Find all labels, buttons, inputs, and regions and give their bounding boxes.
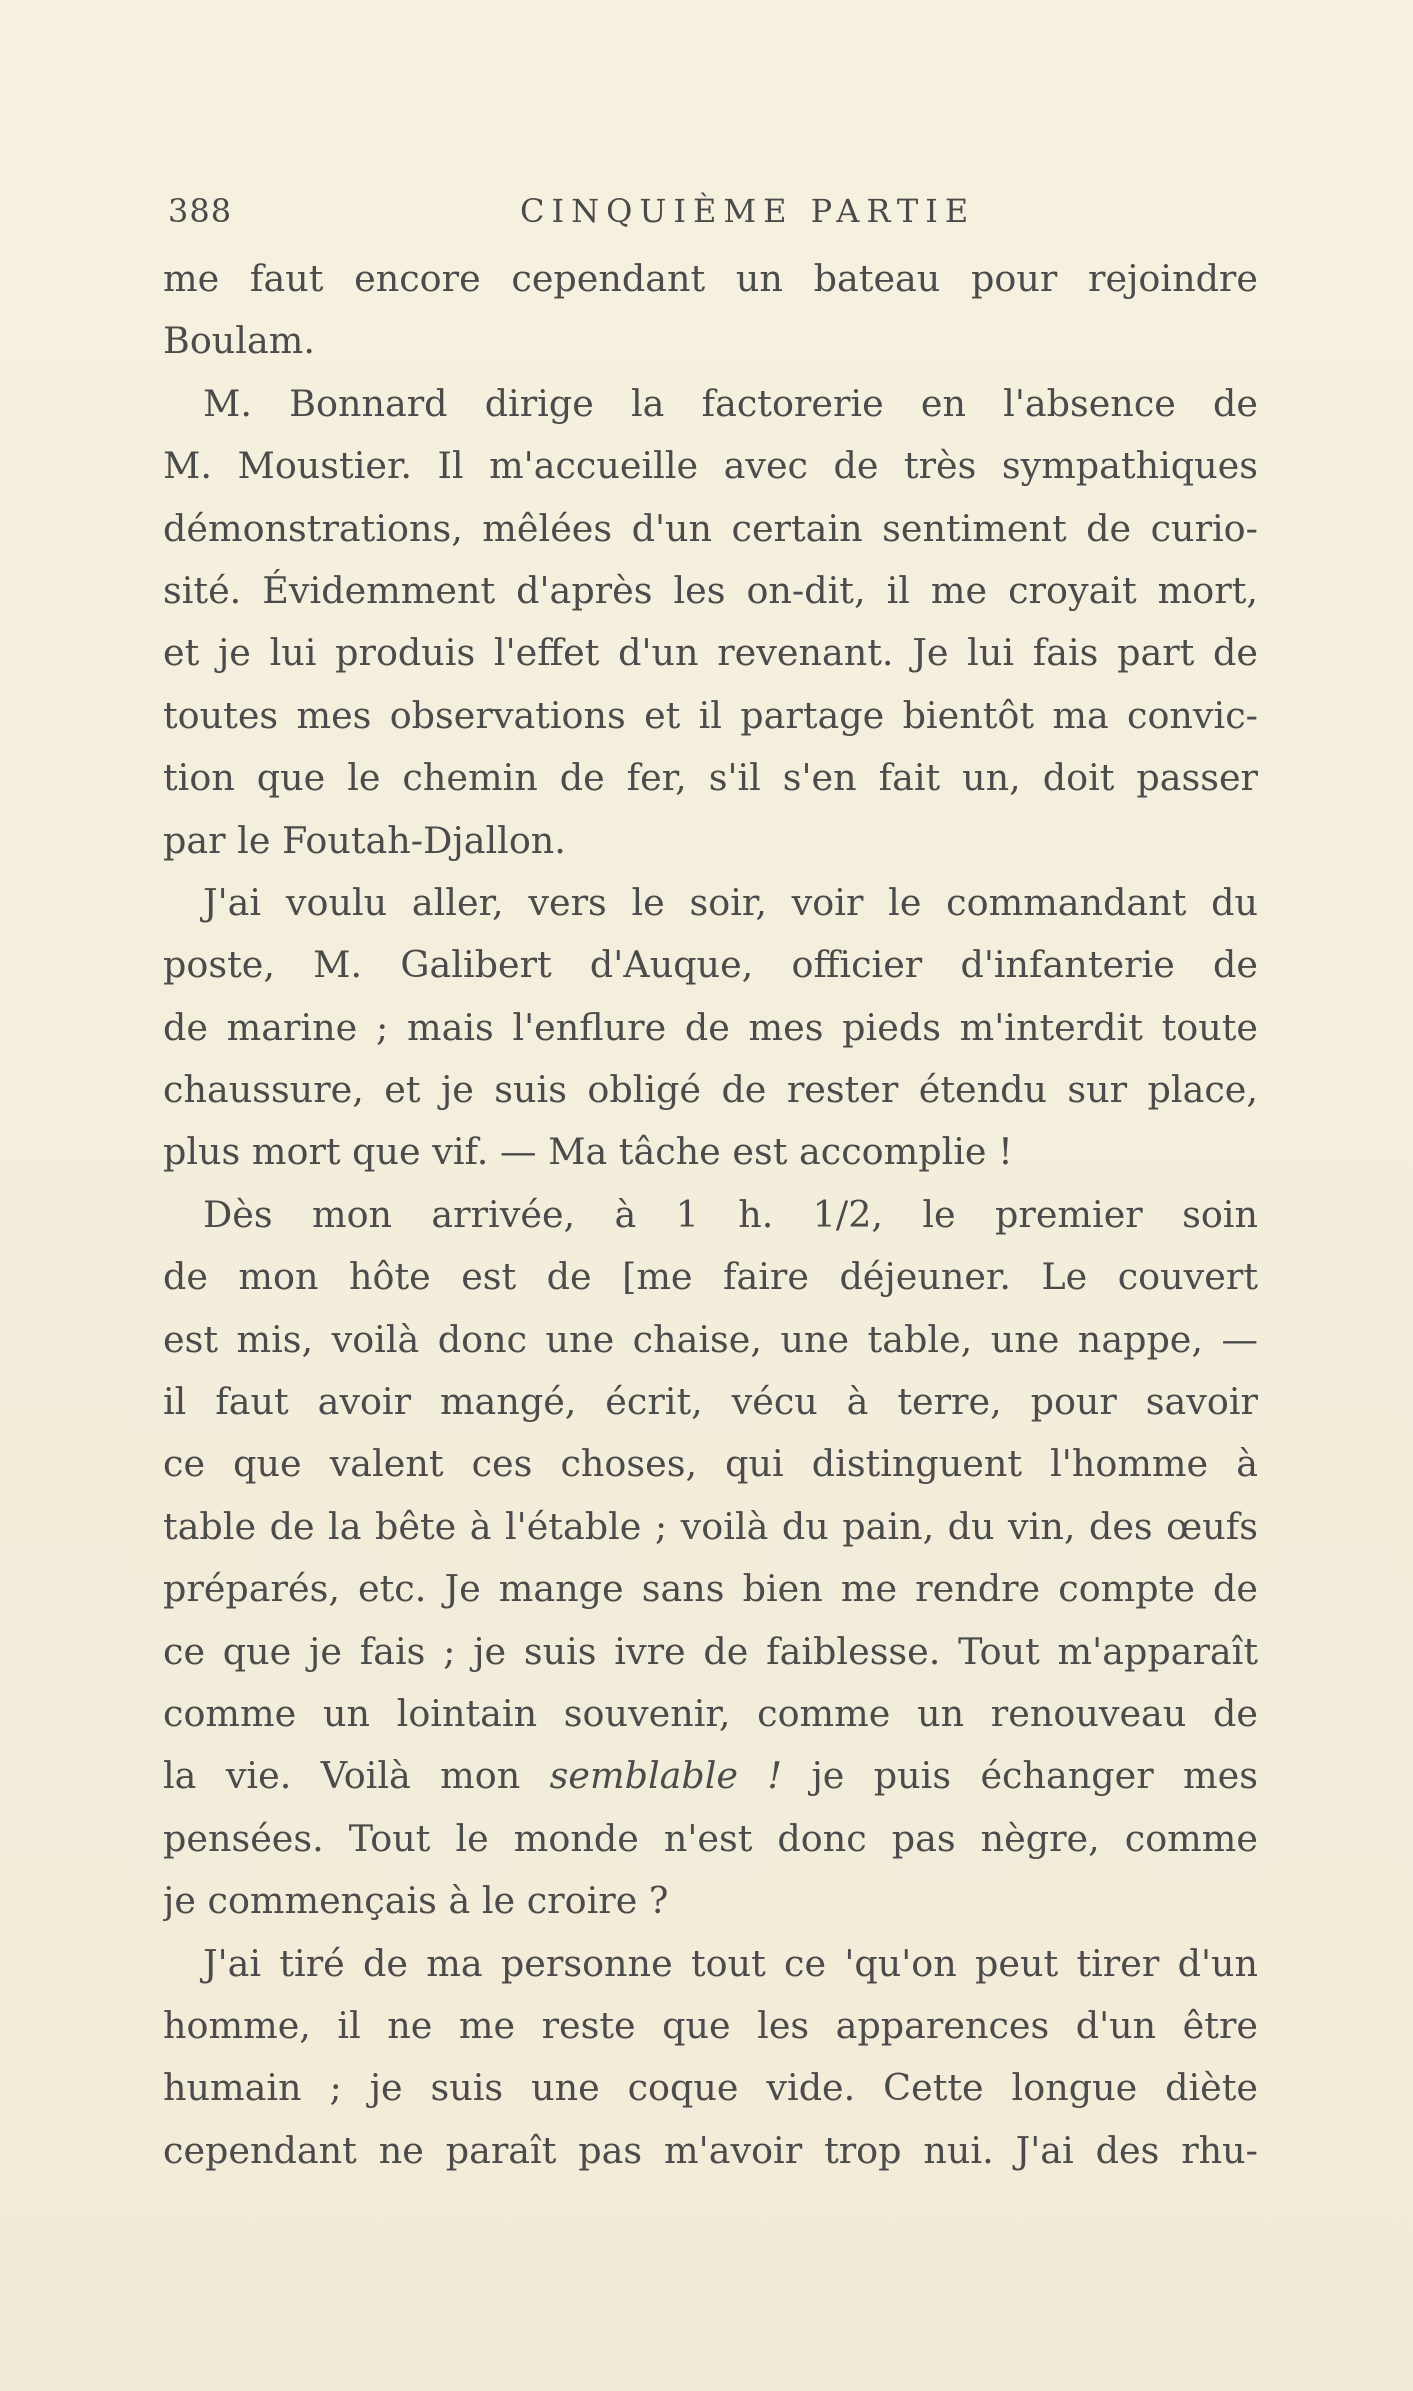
text-line: ce que valent ces choses, qui distinguent l'homme à [163,1442,1258,1486]
text-line: de marine ; mais l'enflure de mes pieds m'interdit toute [163,1005,1258,1049]
text-line: Boulam. [163,319,315,363]
text-line: tion que le chemin de fer, s'il s'en fait un, doit passer [163,756,1258,800]
text-line: homme, il ne me reste que les apparences d'un être [163,2003,1258,2047]
text-line: chaussure, et je suis obligé de rester étendu sur place, [163,1068,1258,1112]
text-fragment: la vie. Voilà mon [163,1754,521,1798]
text-line [163,1745,1258,1807]
text-line: J'ai tiré de ma personne tout ce 'qu'on peut tirer d'un [203,1941,1258,1985]
text-line: comme un lointain souvenir, comme un renouveau de [163,1691,1258,1735]
text-line: J'ai voulu aller, vers le soir, voir le commandant du [203,880,1258,924]
text-line: plus mort que vif. — Ma tâche est accomplie ! [163,1130,1013,1174]
text-line: me faut encore cependant un bateau pour rejoindre [163,257,1258,300]
page-header [168,192,1268,236]
text-line: préparés, etc. Je mange sans bien me rendre compte de [163,1567,1258,1611]
italic-word: semblable ! [549,1754,783,1798]
text-fragment: je puis échanger mes [811,1754,1258,1798]
text-line: M. Moustier. Il m'accueille avec de très sympathiques [163,444,1258,488]
page-number: 388 [168,192,233,230]
running-head: CINQUIÈME PARTIE [520,192,976,230]
text-line: M. Bonnard dirige la factorerie en l'absence de [203,381,1258,425]
text-line: pensées. Tout le monde n'est donc pas nègre, comme [163,1816,1258,1860]
text-line: par le Foutah-Djallon. [163,818,566,862]
text-line: je commençais à le croire ? [163,1879,669,1923]
text-line: Dès mon arrivée, à 1 h. 1/2, le premier soin [203,1192,1258,1236]
text-line: toutes mes observations et il partage bientôt ma convic- [163,693,1258,737]
text-line: est mis, voilà donc une chaise, une table, une nappe, — [163,1317,1258,1361]
text-line: humain ; je suis une coque vide. Cette longue diète [163,2066,1258,2110]
text-line: et je lui produis l'effet d'un revenant. Je lui fais part de [163,631,1258,675]
text-line: démonstrations, mêlées d'un certain sentiment de curio- [163,506,1258,550]
text-line: cependant ne paraît pas m'avoir trop nui. J'ai des rhu- [163,2128,1258,2172]
text-line: table de la bête à l'étable ; voilà du pain, du vin, des œufs [163,1504,1258,1548]
text-line: il faut avoir mangé, écrit, vécu à terre, pour savoir [163,1380,1258,1424]
text-line: sité. Évidemment d'après les on-dit, il me croyait mort, [163,568,1258,612]
text-line: de mon hôte est de [me faire déjeuner. Le couvert [163,1255,1258,1299]
text-line: ce que je fais ; je suis ivre de faiblesse. Tout m'apparaît [163,1629,1258,1673]
text-line: poste, M. Galibert d'Auque, officier d'infanterie de [163,943,1258,987]
body-text [163,248,1258,2182]
